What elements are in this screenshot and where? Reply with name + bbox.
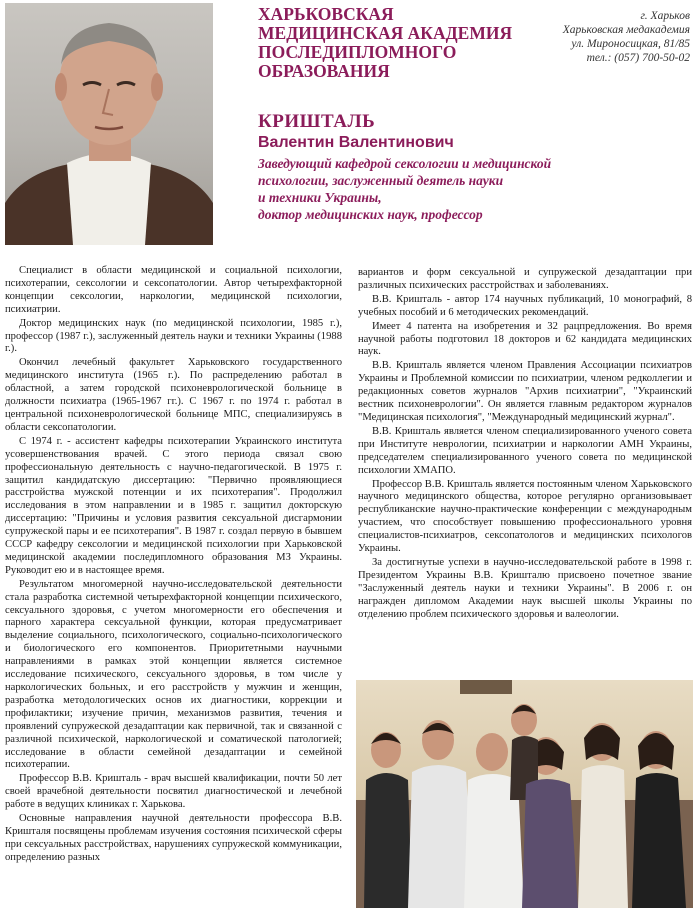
institution-line: ПОСЛЕДИПЛОМНОГО [258, 42, 457, 62]
article-right-column [358, 267, 692, 622]
institution-name [258, 5, 548, 81]
article-paragraph: С 1974 г. - ассистент кафедры психотерапии Украинского института усовершенствования врачей. С этого периода связал свою профессиональную деятельность с научно-педагогической. В 1975 г. защитил кандидатскую диссертацию: "Первично проявляющиеся расстройства мужской потенции и их психотерапия". Продолжил исследования в этом направлении и в 1985 г. защитил докторскую диссертацию: "Причины и условия развития сексуальной дисгармонии супружеской пары и ее психотерапия". В 1987 г. создал первую в бывшем СССР кафедру сексологии и медицинской психологии при Харьковской медицинской академии последипломного образования МЗ Украины. Руководит ею и в настоящее время. [5, 435, 342, 576]
institution-line: МЕДИЦИНСКАЯ АКАДЕМИЯ [258, 23, 513, 43]
article-left-column [5, 265, 342, 866]
portrait-illustration [5, 3, 213, 245]
article-paragraph: В.В. Кришталь - автор 174 научных публикаций, 10 монографий, 8 учебных пособий и 6 методических рекомендаций. [358, 293, 692, 318]
group-photo [356, 680, 693, 908]
position-line: и техники Украины, [258, 190, 382, 205]
group-photo-illustration [356, 680, 693, 908]
institution-line: ОБРАЗОВАНИЯ [258, 61, 390, 81]
article-paragraph: За достигнутые успехи в научно-исследовательской работе в 1998 г. Президентом Украины В.В. Кришталю присвоено почетное звание "Заслуженный деятель науки и техники Украины". В 2006 г. он награжден дипломом Академии наук высшей школы Украины по отделению проблем психического здоровья и валеологии. [358, 556, 692, 620]
article-paragraph: В.В. Кришталь является членом Правления Ассоциации психиатров Украины и Проблемной комиссии по психиатрии, членом редколлегии и редакционных советов журналов "Архив психиатрии", "Украинский вестник психоневрологии". Он является главным редактором журналов "Медицинская психология", "Международный медицинский журнал". [358, 360, 692, 423]
article-paragraph: Профессор В.В. Кришталь - врач высшей квалификации, почти 50 лет своей врачебной деятельности посвятил диагностической и лечебной работе в ведущих клиниках г. Харькова. [5, 773, 342, 811]
article-paragraph: Результатом многомерной научно-исследовательской деятельности стала разработка системной четырехфакторной концепции психического, сексуального здоровья, с учетом многомерности его обеспечения и парного характера сексуальной функции, которая предусматривает выделение социального, психологического, социально-психологического и биологического его компонентов. Приоритетными научными направлениями в рамках этой концепции является системное исследование психического, сексуального здоровья, в том числе у наркологических больных, и его расстройств у мужчин и женщин, разработка методологических основ их диагностики, коррекции и профилактики; изучение причин, механизмов развития, течения и проявлений супружеской дезадаптации как первичной, так и связанной с различной психической, наркологической и соматической патологией; исследование в области семейной дезадаптации и семейной психотерапии. [5, 578, 342, 771]
person-surname: КРИШТАЛЬ [258, 111, 376, 132]
position-line: психологии, заслуженный деятель науки [258, 173, 504, 188]
person-name: Валентин Валентинович [258, 134, 454, 151]
article-paragraph: Окончил лечебный факультет Харьковского государственного медицинского института (1965 г.). По распределению работал в областной, а затем городской психоневрологической больнице в должности психиатра (1965-1967 гг.). С 1967 г. по 1974 г. работал в центральной психоневрологической больнице МПС, специализируясь в области сексопатологии. [5, 357, 342, 433]
position-line: Заведующий кафедрой сексологии и медицинской [258, 156, 552, 171]
address-city: г. Харьков [640, 10, 690, 22]
article-paragraph: Доктор медицинских наук (по медицинской психологии, 1985 г.), профессор (1987 г.), заслуженный деятель науки и техники Украины (1988 г.). [5, 317, 342, 355]
article-paragraph: Профессор В.В. Кришталь является постоянным членом Харьковского научного медицинского общества, которое регулярно организовывает республиканские научно-практические конференции с международным участием, что способствует повышению профессионального уровня специалистов-психиатров, сексопатологов и медицинских психологов Украины. [358, 478, 692, 555]
address-org: Харьковская медакадемия [562, 24, 690, 36]
article-paragraph: В.В. Кришталь является членом специализированного ученого совета при Институте неврологии, психиатрии и наркологии АМН Украины, председателем специализированного ученого совета по медицинской психологии ХМАПО. [358, 425, 692, 476]
portrait-photo [5, 3, 213, 245]
article-paragraph: Специалист в области медицинской и социальной психологии, психотерапии, сексологии и сексопатологии. Автор четырехфакторной концепции сексологии, наркологии, медицинской психологии, психиатрии. [5, 265, 342, 315]
address-street: ул. Мироносицкая, 81/85 [571, 38, 690, 50]
article-paragraph: Имеет 4 патента на изобретения и 32 рацпредложения. Во время научной работы подготовил 18 докторов и 62 кандидата медицинских наук. [358, 320, 692, 358]
address-block [530, 9, 690, 65]
article-paragraph: вариантов и форм сексуальной и супружеской дезадаптации при различных психических расстройствах и заболеваниях. [358, 267, 692, 291]
institution-line: ХАРЬКОВСКАЯ [258, 4, 394, 24]
person-position [258, 155, 618, 223]
article-paragraph: Основные направления научной деятельности профессора В.В. Кришталя посвящены проблемам изучения состояния психической сферы при сексуальных расстройствах, нарушениях супружеской коммуникации, определению разных [5, 813, 342, 863]
position-line: доктор медицинских наук, профессор [258, 207, 483, 222]
address-phone: тел.: (057) 700-50-02 [586, 52, 690, 64]
